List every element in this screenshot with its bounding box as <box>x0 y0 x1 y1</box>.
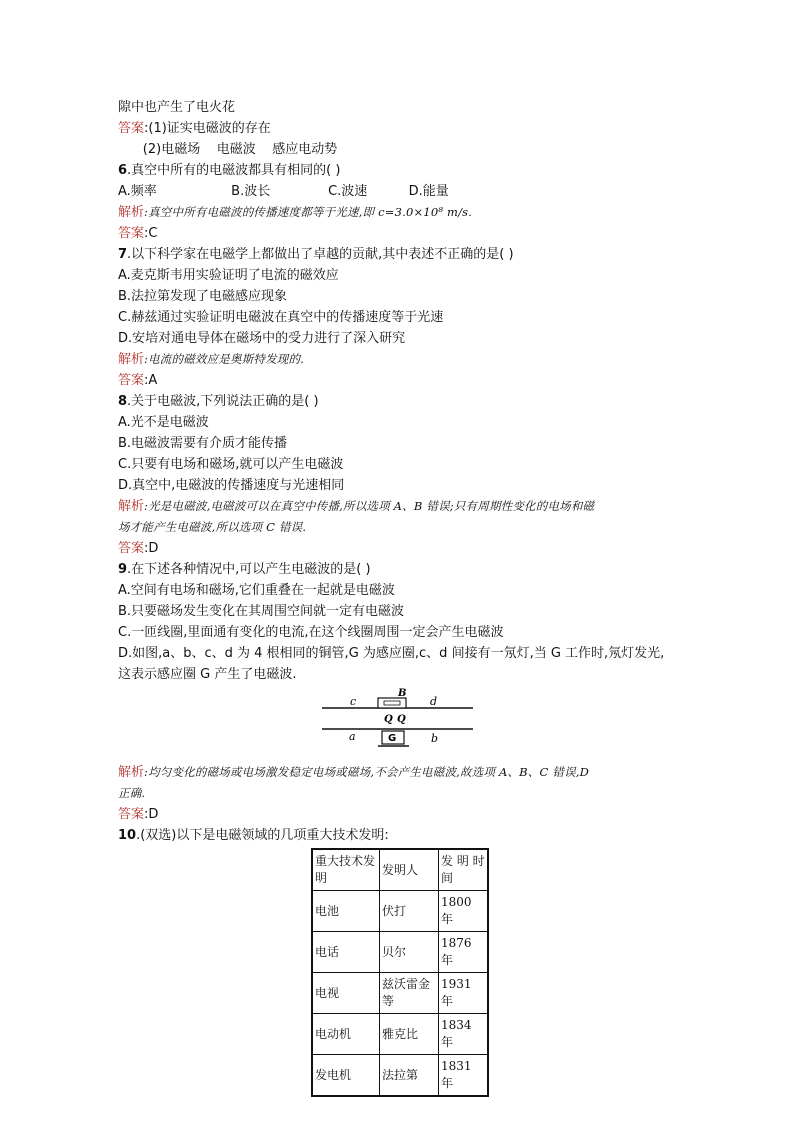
table-cell: 贝尔 <box>380 932 439 973</box>
table-cell: 1931 年 <box>439 973 489 1014</box>
label-Q-left: Q <box>384 714 393 725</box>
option-line: C.赫兹通过实验证明电磁波在真空中的传播速度等于光速 <box>118 310 444 325</box>
question-6: 6.真空中所有的电磁波都具有相同的( ) <box>118 163 341 178</box>
table-row <box>312 932 488 973</box>
option-line: D.真空中,电磁波的传播速度与光速相同 <box>118 478 345 493</box>
option-line: A.麦克斯韦用实验证明了电流的磁效应 <box>118 268 339 283</box>
table-cell: 法拉第 <box>380 1055 439 1097</box>
label-G: G <box>388 733 397 744</box>
option-line: B.法拉第发现了电磁感应现象 <box>118 289 288 304</box>
neon-lamp <box>378 698 406 708</box>
table-row <box>312 1055 488 1097</box>
header-cell: 发 明 时间 <box>439 849 489 891</box>
table-cell: 兹沃雷金等 <box>380 973 439 1014</box>
analysis-line: 解析:真空中所有电磁波的传播速度都等于光速,即 c=3.0×10⁸ m/s. <box>118 205 473 220</box>
table-cell: 发电机 <box>312 1055 380 1097</box>
option-line: C.一匝线圈,里面通有变化的电流,在这个线圈周围一定会产生电磁波 <box>118 625 504 640</box>
options-line: A.频率 B.波长 C.波速 D.能量 <box>118 184 449 199</box>
label-a: a <box>349 730 356 743</box>
answer-line: 答案:D <box>118 541 159 556</box>
header-cell: 发明人 <box>380 849 439 891</box>
table-cell: 1831 年 <box>439 1055 489 1097</box>
table-cell: 电动机 <box>312 1014 380 1055</box>
table-row <box>312 1014 488 1055</box>
text-line: 隙中也产生了电火花 <box>118 100 236 115</box>
analysis-line: 解析:电流的磁效应是奥斯特发现的. <box>118 352 305 367</box>
option-line: B.电磁波需要有介质才能传播 <box>118 436 288 451</box>
answer-line: 答案:C <box>118 226 158 241</box>
question-10: 10.(双选)以下是电磁领域的几项重大技术发明: <box>118 828 389 843</box>
header-cell: 重大技术发明 <box>312 849 380 891</box>
option-line: A.空间有电场和磁场,它们重叠在一起就是电磁波 <box>118 583 395 598</box>
induction-coil-diagram <box>320 686 475 748</box>
question-7: 7.以下科学家在电磁学上都做出了卓越的贡献,其中表述不正确的是( ) <box>118 247 514 262</box>
text-line: (2)电磁场 电磁波 感应电动势 <box>118 142 338 157</box>
option-line: 这表示感应圈 G 产生了电磁波. <box>118 667 297 682</box>
analysis-line: 解析:光是电磁波,电磁波可以在真空中传播,所以选项 A、B 错误;只有周期性变化的电场和磁 <box>118 499 595 514</box>
table-cell: 电池 <box>312 891 380 932</box>
analysis-line: 场才能产生电磁波,所以选项 C 错误. <box>118 520 307 534</box>
table-cell: 1800 年 <box>439 891 489 932</box>
invention-table <box>311 848 489 1097</box>
table-cell: 1834 年 <box>439 1014 489 1055</box>
table-cell: 伏打 <box>380 891 439 932</box>
table-cell: 雅克比 <box>380 1014 439 1055</box>
question-9: 9.在下述各种情况中,可以产生电磁波的是( ) <box>118 562 371 577</box>
label-c: c <box>350 695 357 708</box>
table-cell: 电话 <box>312 932 380 973</box>
table-cell: 电视 <box>312 973 380 1014</box>
option-line: A.光不是电磁波 <box>118 415 209 430</box>
answer-line: 答案:(1)证实电磁波的存在 <box>118 121 271 136</box>
question-8: 8.关于电磁波,下列说法正确的是( ) <box>118 394 319 409</box>
option-line: B.只要磁场发生变化在其周围空间就一定有电磁波 <box>118 604 405 619</box>
table-cell: 1876 年 <box>439 932 489 973</box>
answer-line: 答案:A <box>118 373 158 388</box>
table-header-row <box>312 849 488 891</box>
label-B: B <box>398 688 407 699</box>
option-line: D.如图,a、b、c、d 为 4 根相同的铜管,G 为感应圈,c、d 间接有一氖灯,当 G 工作时,氖灯发光, <box>118 646 665 661</box>
option-line: C.只要有电场和磁场,就可以产生电磁波 <box>118 457 344 472</box>
analysis-line: 正确. <box>118 786 146 800</box>
label-b: b <box>431 732 439 745</box>
analysis-line: 解析:均匀变化的磁场或电场激发稳定电场或磁场,不会产生电磁波,故选项 A、B、C 错误,D <box>118 765 590 780</box>
table-row <box>312 891 488 932</box>
label-d: d <box>430 695 438 708</box>
answer-line: 答案:D <box>118 807 159 822</box>
table-row <box>312 973 488 1014</box>
label-Q-right: Q <box>397 714 406 725</box>
option-line: D.安培对通电导体在磁场中的受力进行了深入研究 <box>118 331 406 346</box>
